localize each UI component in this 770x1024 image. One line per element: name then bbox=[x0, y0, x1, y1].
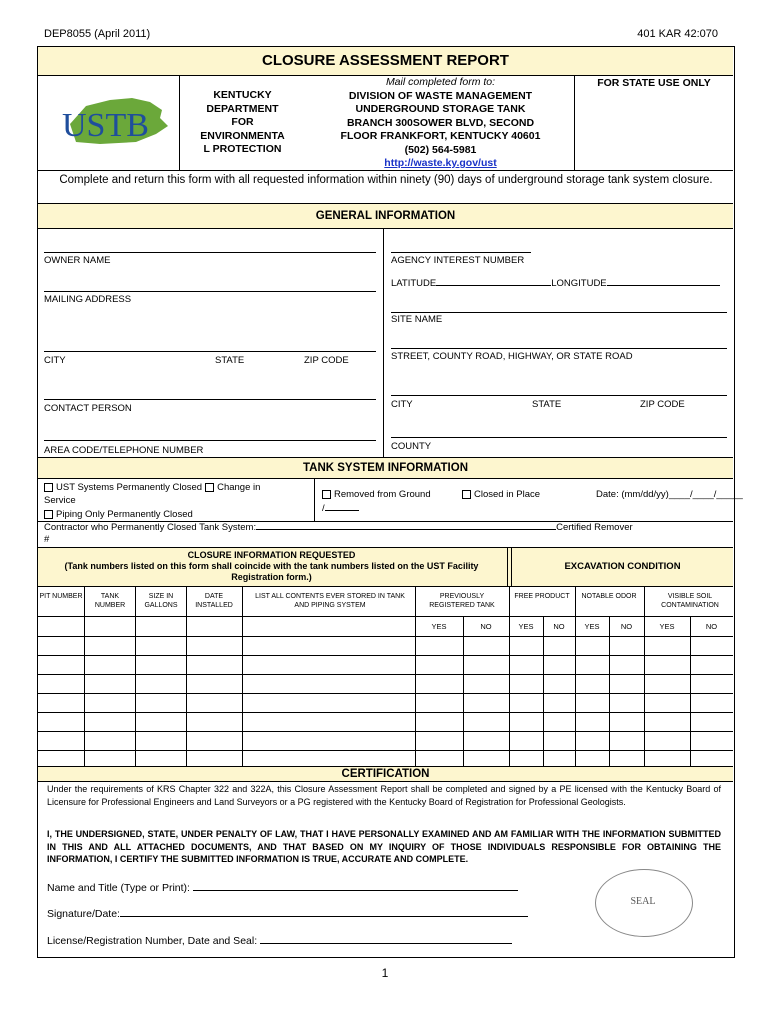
state-use-only: FOR STATE USE ONLY bbox=[597, 77, 711, 89]
checkbox-icon[interactable] bbox=[462, 490, 471, 499]
regulation-ref: 401 KAR 42:070 bbox=[637, 28, 718, 40]
ust-closed-option[interactable]: UST Systems Permanently Closed Change in Service bbox=[44, 482, 261, 506]
certification-statement: I, THE UNDERSIGNED, STATE, UNDER PENALTY OF LAW, THAT I HAVE PERSONALLY EXAMINED AND AM FAMILIAR WITH THE INFORMATION SUBMITTED IN THIS AND ALL ATTACHED DOCUMENTS, AND THAT BASED ON MY INQUIRY OF THOSE INDIVIDUALS RESPONSIBLE FOR OBTAINING THE INFORMATION, I CERTIFY THE SUBMITTED INFORMATION IS TRUE, ACCURATE AND COMPLETE. bbox=[47, 829, 721, 864]
no-label: NO bbox=[553, 622, 565, 631]
date-continuation: / bbox=[322, 503, 359, 514]
no-label: NO bbox=[705, 622, 718, 631]
checkbox-icon[interactable] bbox=[205, 483, 214, 492]
form-title: CLOSURE ASSESSMENT REPORT bbox=[38, 47, 733, 76]
col-visible-soil: VISIBLE SOIL CONTAMINATION bbox=[661, 593, 719, 609]
yes-label: YES bbox=[431, 622, 447, 631]
page-number: 1 bbox=[381, 966, 389, 980]
no-label: NO bbox=[620, 622, 633, 631]
form-id: DEP8055 (April 2011) bbox=[44, 28, 151, 40]
department-name: KENTUCKY DEPARTMENT FOR ENVIRONMENTA L PROTECTION bbox=[200, 89, 285, 155]
latitude-label: LATITUDE LONGITUDE bbox=[391, 278, 720, 289]
zip-label: ZIP CODE bbox=[304, 355, 349, 366]
certification-heading: CERTIFICATION bbox=[38, 767, 733, 781]
closure-table bbox=[38, 586, 733, 766]
certification-requirement: Under the requirements of KRS Chapter 322 and 322A, this Closure Assessment Report shall be completed and signed by a PE licensed with the Kentucky Board of Licensure for Professional Engineers and Land Surveyors or a PG registered with the Kentucky Board of Registration for Professional Geologists. bbox=[47, 784, 721, 807]
removed-option[interactable]: Removed from Ground bbox=[322, 489, 431, 500]
zip2-label: ZIP CODE bbox=[640, 399, 685, 410]
checkbox-icon[interactable] bbox=[44, 483, 53, 492]
col-tank-number: TANK NUMBER bbox=[94, 593, 126, 609]
closure-heading: CLOSURE INFORMATION REQUESTED (Tank numbers listed on this form shall coincide with the tank numbers listed on the UST Facility Registration form.) bbox=[64, 550, 479, 582]
yes-label: YES bbox=[518, 622, 534, 631]
website-link[interactable]: http://waste.ky.gov/ust bbox=[384, 157, 497, 169]
tank-system-heading: TANK SYSTEM INFORMATION bbox=[38, 458, 733, 478]
phone-label: AREA CODE/TELEPHONE NUMBER bbox=[44, 445, 204, 456]
col-free-product: FREE PRODUCT bbox=[514, 593, 570, 600]
no-label: NO bbox=[480, 622, 492, 631]
yes-label: YES bbox=[659, 622, 675, 631]
checkbox-icon[interactable] bbox=[44, 510, 53, 519]
street-label: STREET, COUNTY ROAD, HIGHWAY, OR STATE ROAD bbox=[391, 351, 633, 362]
form-frame bbox=[37, 46, 743, 958]
site-name-label: SITE NAME bbox=[391, 314, 443, 325]
city-label: CITY bbox=[44, 355, 66, 366]
closed-in-place-option[interactable]: Closed in Place bbox=[462, 489, 540, 500]
col-size: SIZE IN GALLONS bbox=[144, 593, 178, 609]
agency-interest-label: AGENCY INTEREST NUMBER bbox=[391, 255, 525, 266]
city2-label: CITY bbox=[391, 399, 413, 410]
col-notable-odor: NOTABLE ODOR bbox=[581, 593, 637, 600]
state2-label: STATE bbox=[532, 399, 562, 410]
checkbox-icon[interactable] bbox=[322, 490, 331, 499]
yes-label: YES bbox=[584, 622, 600, 631]
closure-date: Date: (mm/dd/yy)____/____/_____ bbox=[596, 489, 743, 500]
mailing-info: Mail completed form to: DIVISION OF WASTE MANAGEMENT UNDERGROUND STORAGE TANK BRANCH 300SOWER BLVD, SECOND FLOOR FRANKFORT, KENTUCKY 40601 (502) 564-5981 http://waste.ky.gov/ust bbox=[308, 76, 573, 171]
excavation-heading: EXCAVATION CONDITION bbox=[564, 561, 681, 572]
instructions: Complete and return this form with all requested information within ninety (90) days of underground storage tank system closure. bbox=[59, 174, 713, 186]
piping-closed-option[interactable]: Piping Only Permanently Closed bbox=[44, 509, 193, 520]
name-title-field[interactable]: Name and Title (Type or Print): bbox=[47, 882, 518, 894]
county-label: COUNTY bbox=[391, 441, 432, 452]
svg-text:USTB: USTB bbox=[62, 107, 149, 144]
signature-field[interactable]: Signature/Date: bbox=[47, 908, 528, 920]
mailing-address-label: MAILING ADDRESS bbox=[44, 294, 132, 305]
ustb-logo-icon bbox=[40, 76, 178, 170]
license-field[interactable]: License/Registration Number, Date and Seal: bbox=[47, 935, 512, 947]
col-previously-registered: PREVIOUSLY REGISTERED TANK bbox=[429, 593, 495, 609]
remover-number-label: # bbox=[44, 534, 50, 545]
col-pit-number: PIT NUMBER bbox=[39, 593, 83, 600]
col-contents: LIST ALL CONTENTS EVER STORED IN TANK AND PIPING SYSTEM bbox=[255, 593, 405, 609]
contractor-label: Contractor who Permanently Closed Tank System: Certified Remover bbox=[44, 522, 633, 533]
logo-area bbox=[40, 76, 178, 170]
seal-label: SEAL bbox=[630, 896, 656, 907]
owner-name-label: OWNER NAME bbox=[44, 255, 111, 266]
col-date-installed: DATE INSTALLED bbox=[195, 593, 233, 609]
contact-person-label: CONTACT PERSON bbox=[44, 403, 132, 414]
state-label: STATE bbox=[215, 355, 245, 366]
general-info-heading: GENERAL INFORMATION bbox=[38, 204, 733, 228]
